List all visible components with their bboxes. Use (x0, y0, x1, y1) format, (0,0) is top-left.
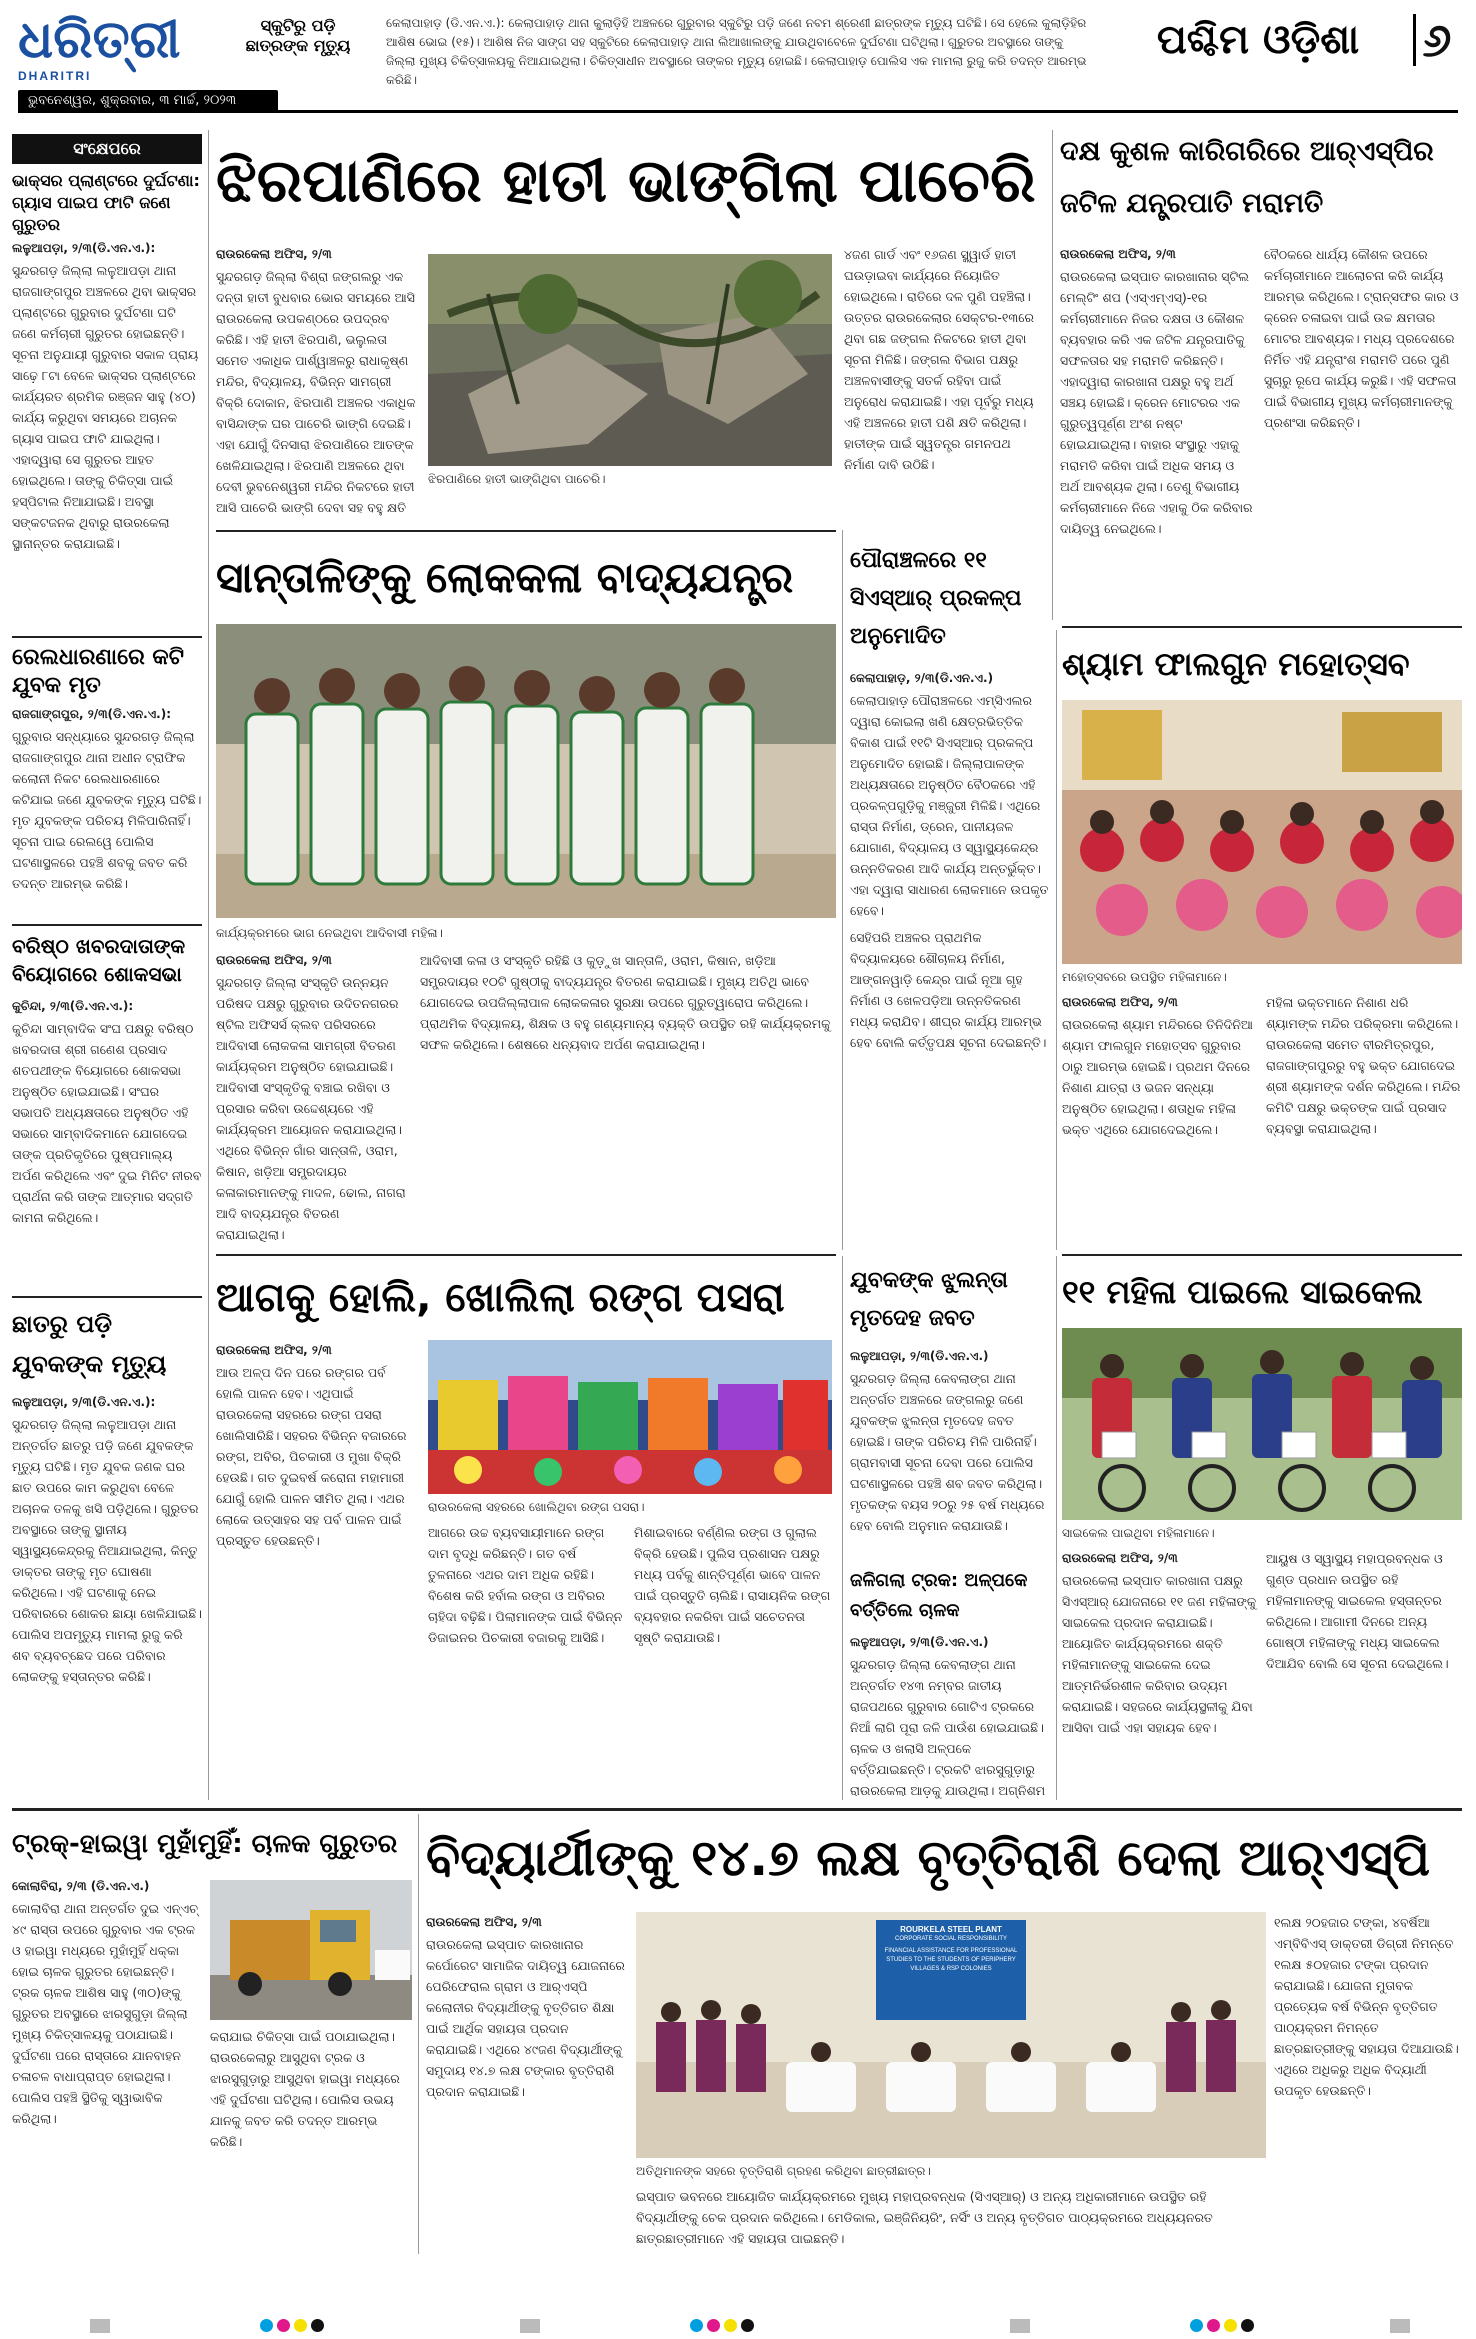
section-title: ପଶ୍ଚିମ ଓଡ଼ିଶା (1156, 17, 1360, 63)
column-rule (1052, 130, 1053, 620)
newspaper-logo[interactable] (18, 10, 218, 90)
black-dot (741, 2319, 754, 2332)
falgun-photo-caption: ମହୋତ୍ସବରେ ଉପସ୍ଥିତ ମହିଳାମାନେ। (1062, 970, 1227, 984)
print-color-marks (1190, 2319, 1254, 2333)
brief-1-headline[interactable]: ଭାକ୍ସର ପ୍ଲାଣ୍ଟରେ ଦୁର୍ଘଟଣା: ଗ୍ୟାସ ପାଇପ ଫାଟି ଜଣେ ଗୁରୁତର (12, 171, 200, 234)
flag-line-2: ଛାତ୍ରଙ୍କ ମୃତ୍ୟୁ (245, 36, 351, 55)
craft-headline[interactable]: ଦକ୍ଷ କୁଶଳ କାରିଗରିରେ ଆର୍‌ଏସ୍‌ପିର ଜଟିଳ ଯନ୍ତ୍ରପାତି ମରାମତି (1060, 136, 1434, 219)
lead-body (216, 244, 416, 516)
black-dot (311, 2319, 324, 2332)
scholarship-photo[interactable] (636, 1912, 1266, 2158)
divider (12, 636, 202, 638)
logo-text: ଧରିତ୍ରୀ (18, 9, 181, 70)
yellow-dot (294, 2319, 307, 2332)
photo-banner-sub: CORPORATE SOCIAL RESPONSIBILITY (894, 1936, 1008, 1942)
color-stall-photo (428, 1340, 832, 1494)
scholarship-body-3: ୧ଲକ୍ଷ ୨୦ହଜାର ଟଙ୍କା, ୪ବର୍ଷିଆ ଏମ୍‌ବିବିଏସ୍ ଡାକ୍ତରୀ ଡିଗ୍ରୀ ନିମନ୍ତେ ୧ଲକ୍ଷ ୫୦ହଜାର ଟଙ୍କା ପ୍ରଦାନ କରାଯାଇଛି। ଯୋଜନା ମୁତାବକ ପ୍ରତ୍ୟେକ ବର୍ଷ ବିଭିନ୍ନ ବୃତ୍ତିଗତ ପାଠ୍ୟକ୍ରମ ନିମନ୍ତେ ଛାତ୍ରଛାତ୍ରୀଙ୍କୁ ସହାୟତା ଦିଆଯାଉଛି। ଏଥିରେ ଅଧିକରୁ ଅଧିକ ବିଦ୍ୟାର୍ଥୀ ଉପକୃତ ହେଉଛନ୍ତି। (1274, 1915, 1459, 2098)
craft-byline: ରାଉରକେଲା ଅଫିସ, ୨/୩ (1060, 247, 1176, 261)
brief-4-body (12, 1392, 202, 1800)
truckcollision-body-cont (12, 2150, 412, 2180)
cycle-photo-caption: ସାଇକେଲ ପାଇଥିବା ମହିଳାମାନେ। (1062, 1526, 1215, 1540)
falgun-photo[interactable] (1062, 700, 1462, 964)
print-mark (90, 2319, 110, 2333)
column-rule (208, 130, 209, 1800)
holi-photo-caption: ରାଉରକେଲା ସହରରେ ଖୋଲିଥିବା ରଙ୍ଗ ପସରା। (428, 1500, 645, 1514)
holi-text: ଆଉ ଅଳ୍ପ ଦିନ ପରେ ରଙ୍ଗର ପର୍ବ ହୋଲି ପାଳନ ହେବ। ଏଥିପାଇଁ ରାଉରକେଲା ସହରରେ ରଙ୍ଗ ପସରା ଖୋଲିସାରିଛି। ସହରର ବିଭିନ୍ନ ବଜାରରେ ରଙ୍ଗ, ଅବିର, ପିଚକାରୀ ଓ ମୁଖା ବିକ୍ରି ହେଉଛି। ଗତ ଦୁଇବର୍ଷ କରୋନା ମହାମାରୀ ଯୋଗୁଁ ହୋଲି ପାଳନ ସୀମିତ ଥିଲା। ଏଥର ଲୋକେ ଉତ୍ସାହର ସହ ପର୍ବ ପାଳନ ପାଇଁ ପ୍ରସ୍ତୁତ ହେଉଛନ୍ତି। (216, 1365, 407, 1548)
brief-1-body (12, 238, 202, 634)
photo-banner-title: ROURKELA STEEL PLANT (900, 1925, 1002, 1934)
yellow-dot (1224, 2319, 1237, 2332)
divider (216, 1254, 836, 1256)
scholarship-byline: ରାଉରକେଲା ଅଫିସ, ୨/୩ (426, 1915, 542, 1929)
truckcollision-headline[interactable]: ଟ୍ରକ୍-ହାଇୱା ମୁହାଁମୁହିଁ: ଚାଳକ ଗୁରୁତର (12, 1829, 398, 1859)
brief-3-text: କୁଚିନ୍ଦା ସାମ୍ବାଦିକ ସଂଘ ପକ୍ଷରୁ ବରିଷ୍ଠ ଖବରଦାତା ଶ୍ରୀ ଗଣେଶ ପ୍ରସାଦ ଶତପଥୀଙ୍କ ବିୟୋଗରେ ଶୋକସଭା ଅନୁଷ୍ଠିତ ହୋଇଯାଇଛି। ସଂଘର ସଭାପତି ଅଧ୍ୟକ୍ଷତାରେ ଅନୁଷ୍ଠିତ ଏହି ସଭାରେ ସାମ୍ବାଦିକମାନେ ଯୋଗଦେଇ ତାଙ୍କ ପ୍ରତିକୃତିରେ ପୁଷ୍ପମାଲ୍ୟ ଅର୍ପଣ କରିଥିଲେ ଏବଂ ଦୁଇ ମିନିଟ ନୀରବ ପ୍ରାର୍ଥନା କରି ତାଙ୍କ ଆତ୍ମାର ସଦ୍‌ଗତି କାମନା କରିଥିଲେ। (12, 1021, 202, 1225)
falgun-text: ରାଉରକେଲା ଶ୍ୟାମ ମନ୍ଦିରରେ ତିନିଦିନିଆ ଶ୍ୟାମ ଫାଲଗୁନ ମହୋତ୍ସବ ଗୁରୁବାର ଠାରୁ ଆରମ୍ଭ ହୋଇଛି। ପ୍ରଥମ ଦିନରେ ନିଶାଣ ଯାତ୍ରା ଓ ଭଜନ ସନ୍ଧ୍ୟା ଅନୁଷ୍ଠିତ ହୋଇଥିଲା। ଶତାଧିକ ମହିଳା ଭକ୍ତ ଏଥିରେ ଯୋଗଦେଇଥିଲେ। (1062, 1017, 1253, 1137)
magenta-dot (1207, 2319, 1220, 2332)
cycle-byline: ରାଉରକେଲା ଅଫିସ, ୨/୩ (1062, 1551, 1178, 1565)
divider (12, 1808, 1462, 1811)
brief-3-byline: କୁଚିନ୍ଦା, ୨/୩(ଡି.ଏନ.ଏ.): (12, 999, 134, 1013)
cyan-dot (690, 2319, 703, 2332)
scholarship-body (426, 1912, 626, 2230)
magenta-dot (707, 2319, 720, 2332)
scholarship-headline[interactable]: ବିଦ୍ୟାର୍ଥୀଙ୍କୁ ୧୪.୭ ଲକ୍ଷ ବୃତ୍ତିରାଶି ଦେଲା ଆର୍‌ଏସ୍‌ପି (426, 1829, 1431, 1887)
hanging-byline: ଲଳୁଆପଡ଼ା, ୨/୩(ଡି.ଏନ.ଏ.) (850, 1349, 989, 1363)
print-color-marks (690, 2319, 754, 2333)
csr-byline: କେଲାପାହାଡ଼, ୨/୩(ଡି.ଏନ.ଏ.) (850, 671, 994, 685)
holi-photo[interactable] (428, 1340, 832, 1494)
brief-1-byline: ଲଳୁଆପଡ଼ା, ୨/୩(ଡି.ଏନ.ଏ.): (12, 241, 156, 255)
page-number: ୬ (1413, 14, 1458, 66)
hanging-text: ସୁନ୍ଦରଗଡ଼ ଜିଲ୍ଲା କେବଲାଙ୍ଗ ଥାନା ଅନ୍ତର୍ଗତ ଅଞ୍ଚଳରେ ଜଙ୍ଗଲରୁ ଜଣେ ଯୁବକଙ୍କ ଝୁଲନ୍ତା ମୃତଦେହ ଜବତ ହୋଇଛି। ତାଙ୍କ ପରିଚୟ ମିଳି ପାରିନାହିଁ। ଗ୍ରାମବାସୀ ସୂଚନା ଦେବା ପରେ ପୋଲିସ ଘଟଣାସ୍ଥଳରେ ପହଞ୍ଚି ଶବ ଜବତ କରିଥିଲା। ମୃତକଙ୍କ ବୟସ ୨୦ରୁ ୨୫ ବର୍ଷ ମଧ୍ୟରେ ହେବ ବୋଲି ଅନୁମାନ କରାଯାଉଛି। (850, 1371, 1045, 1533)
hanging-body (850, 1346, 1050, 1566)
logo-english: DHARITRI (18, 69, 92, 83)
santal-body-2: ଆଦିବାସୀ କଳା ଓ ସଂସ୍କୃତି ରହିଛି ଓ କୁଡ଼ୁଖ ସାନ୍ତାଳି, ଓରାମ, କିଷାନ, ଖଡ଼ିଆ ସମ୍ପ୍ରଦାୟର ୧୦ଟି ଗୁଷ୍ଠୀକୁ ବାଦ୍ୟଯନ୍ତ୍ର ବିତରଣ କରାଯାଇଛି। ମୁଖ୍ୟ ଅତିଥି ଭାବେ ଯୋଗଦେଇ ଉପଜିଲ୍ଲାପାଳ ଲୋକକଳାର ସୁରକ୍ଷା ଉପରେ ଗୁରୁତ୍ୱାରୋପ କରିଥିଲେ। ପ୍ରାଥମିକ ବିଦ୍ୟାଳୟ, ଶିକ୍ଷକ ଓ ବହୁ ଗଣ୍ୟମାନ୍ୟ ବ୍ୟକ୍ତି ଉପସ୍ଥିତ ରହି କାର୍ଯ୍ୟକ୍ରମକୁ ସଫଳ କରିଥିଲେ। ଶେଷରେ ଧନ୍ୟବାଦ ଅର୍ପଣ କରାଯାଇଥିଲା। (420, 953, 831, 1052)
lead-photo[interactable] (428, 254, 832, 466)
dateline: ଭୁବନେଶ୍ୱର, ଶୁକ୍ରବାର, ୩ ମାର୍ଚ୍ଚ, ୨୦୨୩ (18, 90, 278, 112)
broken-wall-photo (428, 254, 832, 466)
csr-text: କେଲାପାହାଡ଼ ପୌରାଞ୍ଚଳରେ ଏମ୍‌ସିଏଲର ଦ୍ୱାରା କୋଇଲା ଖଣି କ୍ଷେତ୍ରଭିତ୍ତିକ ବିକାଶ ପାଇଁ ୧୧ଟି ସିଏସ୍‌ଆର୍ ପ୍ରକଳ୍ପ ଅନୁମୋଦିତ ହୋଇଛି। ଜିଲ୍ଲାପାଳଙ୍କ ଅଧ୍ୟକ୍ଷତାରେ ଅନୁଷ୍ଠିତ ବୈଠକରେ ଏହି ପ୍ରକଳ୍ପଗୁଡ଼ିକୁ ମଞ୍ଜୁରୀ ମିଳିଛି। ଏଥିରେ ରାସ୍ତା ନିର୍ମାଣ, ଡ୍ରେନ, ପାନୀୟଜଳ ଯୋଗାଣ, ବିଦ୍ୟାଳୟ ଓ ସ୍ୱାସ୍ଥ୍ୟକେନ୍ଦ୍ର ଉନ୍ନତିକରଣ ଆଦି କାର୍ଯ୍ୟ ଅନ୍ତର୍ଭୁକ୍ତ। ଏହା ଦ୍ୱାରା ସାଧାରଣ ଲୋକମାନେ ଉପକୃତ ହେବେ। (850, 693, 1049, 918)
truckfire-byline: ଲଳୁଆପଡ଼ା, ୨/୩(ଡି.ଏନ.ଏ.) (850, 1635, 989, 1649)
brief-3-body (12, 996, 202, 1292)
lead-headline[interactable]: ଝିରପାଣିରେ ହାତୀ ଭାଙ୍ଗିଲା ପାଚେରି (216, 146, 1036, 216)
santal-photo[interactable] (216, 624, 836, 918)
flag-story-body: କେଲାପାହାଡ଼ (ଡି.ଏନ.ଏ.): କେଲାପାହାଡ଼ ଥାନା କୁଲାଡ଼ିହି ଅଞ୍ଚଳରେ ଗୁରୁବାର ସ୍କୁଟିରୁ ପଡ଼ି ଜଣେ ନବମ ଶ୍ରେଣୀ ଛାତ୍ରଙ୍କ ମୃତ୍ୟୁ ଘଟିଛି। ସେ ହେଲେ କୁଲାଡ଼ିହିର ଆଶିଷ ଭୋଇ (୧୫)। ଆଶିଷ ନିଜ ସାଙ୍ଗ ସହ ସ୍କୁଟିରେ କେଲାପାହାଡ଼ ଥାନା ଲିଆଖାଲଙ୍କୁ ଯାଉଥିବାବେଳେ ଦୁର୍ଘଟଣା ଘଟିଥିଲା। ଗୁରୁତର ଅବସ୍ଥାରେ ତାଙ୍କୁ ଜିଲ୍ଲା ମୁଖ୍ୟ ଚିକିତ୍ସାଳୟକୁ ନିଆଯାଇଥିଲା। ଚିକିତ୍ସାଧୀନ ଅବସ୍ଥାରେ ତାଙ୍କର ମୃତ୍ୟୁ ହୋଇଛି। କେଲାପାହାଡ଼ ପୋଲିସ ଏକ ମାମଲା ରୁଜୁ କରି ତଦନ୍ତ ଆରମ୍ଭ କରିଛି। (386, 16, 1087, 87)
lead-text: ସୁନ୍ଦରଗଡ଼ ଜିଲ୍ଲା ବିଶ୍ରା ଜଙ୍ଗଲରୁ ଏକ ଦନ୍ତା ହାତୀ ବୁଧବାର ଭୋର ସମୟରେ ଆସି ରାଉରକେଲା ଉପକଣ୍ଠରେ ଉପଦ୍ରବ କରିଛି। ଏହି ହାତୀ ଝିରପାଣି, ଭଲୁଲତା ସମେତ ଏକାଧିକ ପାର୍ଶ୍ୱାଞ୍ଚଳରୁ ରାଧାକୃଷ୍ଣ ମନ୍ଦିର, ବିଦ୍ୟାଳୟ, ବିଭିନ୍ନ ସାମଗ୍ରୀ ବିକ୍ରି ଦୋକାନ, ଝିରପାଣି ଅଞ୍ଚଳର ଏକାଧିକ ବାସିନ୍ଦାଙ୍କ ଘର ପାଚେରି ଭାଙ୍ଗି ଦେଇଛି। ଏହା ଯୋଗୁଁ ଦିନସାରା ଝିରପାଣିରେ ଆତଙ୍କ ଖେଳିଯାଇଥିଲା। ଝିରପାଣି ଅଞ୍ଚଳରେ ଥିବା ଦେବୀ ଭୁବନେଶ୍ୱରୀ ମନ୍ଦିର ନିକଟରେ ହାତୀ ଆସି ପାଚେରି ଭାଙ୍ଗି ଦେବା ସହ ବହୁ କ୍ଷତି (216, 269, 416, 515)
cycle-text: ରାଉରକେଲା ଇସ୍ପାତ କାରଖାନା ପକ୍ଷରୁ ସିଏସ୍‌ଆର୍ ଯୋଜନାରେ ୧୧ ଜଣ ମହିଳାଙ୍କୁ ସାଇକେଲ ପ୍ରଦାନ କରାଯାଇଛି। ଆୟୋଜିତ କାର୍ଯ୍ୟକ୍ରମରେ ଶକ୍ତି ମହିଳାମାନଙ୍କୁ ସାଇକେଲ ଦେଇ ଆତ୍ମନିର୍ଭରଶୀଳ କରିବାର ଉଦ୍ୟମ କରାଯାଇଛି। ସହଜରେ କାର୍ଯ୍ୟସ୍ଥଳୀକୁ ଯିବା ଆସିବା ପାଇଁ ଏହା ସହାୟକ ହେବ। (1062, 1573, 1257, 1735)
divider (1062, 626, 1462, 628)
divider (12, 924, 202, 926)
women-bicycles-photo (1062, 1328, 1462, 1520)
print-color-marks (260, 2319, 324, 2333)
brief-1-text: ସୁନ୍ଦରଗଡ଼ ଜିଲ୍ଲା ଲଳୁଆପଡ଼ା ଥାନା ରାଜଗାଙ୍ଗପୁର ଅଞ୍ଚଳରେ ଥିବା ଭାକ୍ସର ପ୍ଲାଣ୍ଟରେ ଗୁରୁବାର ଦୁର୍ଘଟଣା ଘଟି ଜଣେ କର୍ମଚାରୀ ଗୁରୁତର ହୋଇଛନ୍ତି। ସୂଚନା ଅନୁଯାୟୀ ଗୁରୁବାର ସକାଳ ପ୍ରାୟ ସାଢ଼େ ୮ଟା ବେଳେ ଭାକ୍ସର ପ୍ଲାଣ୍ଟରେ କାର୍ଯ୍ୟରତ ଶ୍ରମିକ ରଞ୍ଜନ ସାହୁ (୪୦) କାର୍ଯ୍ୟ କରୁଥିବା ସମୟରେ ଅଚାନକ ଗ୍ୟାସ ପାଇପ ଫାଟି ଯାଇଥିଲା। ଏହାଦ୍ୱାରା ସେ ଗୁରୁତର ଆହତ ହୋଇଥିଲେ। ତାଙ୍କୁ ଚିକିତ୍ସା ପାଇଁ ହସ୍ପିଟାଲ ନିଆଯାଇଛି। ଅବସ୍ଥା ସଙ୍କଟଜନକ ଥିବାରୁ ରାଉରକେଲା ସ୍ଥାନାନ୍ତର କରାଯାଇଛି। (12, 263, 199, 551)
lead-byline: ରାଉରକେଲା ଅଫିସ, ୨/୩ (216, 247, 332, 261)
festival-crowd-photo (1062, 700, 1462, 964)
csr-text-2: ସେହିପରି ଅଞ୍ଚଳର ପ୍ରାଥମିକ ବିଦ୍ୟାଳୟରେ ଶୌଚାଳୟ ନିର୍ମାଣ, ଆଙ୍ଗନୱାଡ଼ି କେନ୍ଦ୍ର ପାଇଁ ନୂଆ ଗୃହ ନିର୍ମାଣ ଓ ଖେଳପଡ଼ିଆ ଉନ୍ନତିକରଣ ମଧ୍ୟ କରାଯିବ। ଶୀଘ୍ର କାର୍ଯ୍ୟ ଆରମ୍ଭ ହେବ ବୋଲି କର୍ତ୍ତୃପକ୍ଷ ସୂଚନା ଦେଇଛନ୍ତି। (850, 930, 1047, 1050)
holi-body-2: ଆଗରେ ଉଚ୍ଚ ବ୍ୟବସାୟୀମାନେ ରଙ୍ଗ ଦାମ ବୃଦ୍ଧି କରିଛନ୍ତି। ଗତ ବର୍ଷ ତୁଳନାରେ ଏଥର ଦାମ ଅଧିକ ରହିଛି। ବିଶେଷ କରି ହର୍ବାଲ ରଙ୍ଗ ଓ ଅବିରର ଚାହିଦା ବଢ଼ିଛି। ପିଲାମାନଙ୍କ ପାଇଁ ବିଭିନ୍ନ ଡିଜାଇନର ପିଚକାରୀ ବଜାରକୁ ଆସିଛି। (428, 1525, 623, 1645)
briefs-kicker: ସଂକ୍ଷେପରେ (12, 134, 202, 164)
truckcollision-body-2: କରାଯାଇ ଚିକିତ୍ସା ପାଇଁ ପଠାଯାଇଥିଲା। ରାଉରକେଲାରୁ ଆସୁଥିବା ଟ୍ରକ ଓ ଝାରସୁଗୁଡ଼ାରୁ ଆସୁଥିବା ହାଇୱା ମଧ୍ୟରେ ଏହି ଦୁର୍ଘଟଣା ଘଟିଥିଲା। ପୋଲିସ ଉଭୟ ଯାନକୁ ଜବତ କରି ତଦନ୍ତ ଆରମ୍ଭ କରିଛି। (210, 2029, 400, 2148)
falgun-body (1062, 992, 1258, 1246)
scholarship-photo-caption: ଅତିଥିମାନଙ୍କ ସହରେ ବୃତ୍ତିରାଶି ଗ୍ରହଣ କରିଥିବା ଛାତ୍ରୀଛାତ୍ର। (636, 2164, 931, 2178)
truckfire-body (850, 1632, 1050, 1800)
brief-2-text: ଗୁରୁବାର ସନ୍ଧ୍ୟାରେ ସୁନ୍ଦରଗଡ଼ ଜିଲ୍ଲା ରାଜଗାଙ୍ଗପୁର ଥାନା ଅଧୀନ ଟ୍ରାଫିକ କଲୋନୀ ନିକଟ ରେଲଧାରଣାରେ କଟିଯାଇ ଜଣେ ଯୁବକଙ୍କ ମୃତ୍ୟୁ ଘଟିଛି। ମୃତ ଯୁବକଙ୍କ ପରିଚୟ ମିଳିପାରିନାହିଁ। ସୂଚନା ପାଇ ରେଲୱେ ପୋଲିସ ଘଟଣାସ୍ଥଳରେ ପହଞ୍ଚି ଶବକୁ ଜବତ କରି ତଦନ୍ତ ଆରମ୍ଭ କରିଛି। (12, 729, 202, 891)
holi-headline[interactable]: ଆଗକୁ ହୋଲି, ଖୋଲିଲା ରଙ୍ଗ ପସରା (216, 1275, 785, 1321)
brief-2-headline[interactable]: ରେଲଧାରଣାରେ କଟି ଯୁବକ ମୃତ (12, 645, 184, 698)
photo-banner-text: FINANCIAL ASSISTANCE FOR PROFESSIONAL STUDIES TO THE STUDENTS OF PERIPHERY VILLAGES & RSP COLONIES (884, 1948, 1018, 1972)
print-mark (1390, 2319, 1410, 2333)
flag-headline[interactable] (218, 16, 378, 56)
cycle-body-2: ଆୟୁଷ ଓ ସ୍ୱାସ୍ଥ୍ୟ ମହାପ୍ରବନ୍ଧକ ଓ ଗୁଣ୍ଡ ପ୍ରଧାନ ଉପସ୍ଥିତ ରହି ମହିଳାମାନଙ୍କୁ ସାଇକେଲ ହସ୍ତାନ୍ତର କରିଥିଲେ। ଆଗାମୀ ଦିନରେ ଅନ୍ୟ ଗୋଷ୍ଠୀ ମହିଳାଙ୍କୁ ମଧ୍ୟ ସାଇକେଲ ଦିଆଯିବ ବୋଲି ସେ ସୂଚନା ଦେଇଥିଲେ। (1266, 1551, 1449, 1671)
truckfire-text: ସୁନ୍ଦରଗଡ଼ ଜିଲ୍ଲା କେବଲାଙ୍ଗ ଥାନା ଅନ୍ତର୍ଗତ ୧୪୩ ନମ୍ବର ଜାତୀୟ ରାଜପଥରେ ଗୁରୁବାର ଗୋଟିଏ ଟ୍ରକରେ ନିଆଁ ଲାଗି ପୂରା ଜଳି ପାଉଁଶ ହୋଇଯାଇଛି। ଚାଳକ ଓ ଖଲାସି ଅଳ୍ପକେ ବର୍ତ୍ତିଯାଇଛନ୍ତି। ଟ୍ରକଟି ଝାରସୁଗୁଡ଼ାରୁ ରାଉରକେଲା ଆଡ଼କୁ ଯାଉଥିଲା। ଅଗ୍ନିଶମ (850, 1657, 1046, 1798)
brief-3-headline[interactable]: ବରିଷ୍ଠ ଖବରଦାତାଙ୍କ ବିୟୋଗରେ ଶୋକସଭା (12, 934, 186, 986)
truckcollision-body (12, 1876, 202, 2148)
flag-line-1: ସ୍କୁଟିରୁ ପଡ଼ି (260, 16, 336, 35)
magenta-dot (277, 2319, 290, 2332)
brief-4-headline[interactable]: ଛାତରୁ ପଡ଼ି ଯୁବକଙ୍କ ମୃତ୍ୟୁ (12, 1310, 167, 1378)
holi-body-3: ମିଶାଇବାରେ ବର୍ଣ୍ଣିଲ ରଙ୍ଗ ଓ ଗୁଲାଲ ବିକ୍ରି ହେଉଛି। ପୁଲିସ ପ୍ରଶାସନ ପକ୍ଷରୁ ମଧ୍ୟ ପର୍ବକୁ ଶାନ୍ତିପୂର୍ଣ୍ଣ ଭାବେ ପାଳନ ପାଇଁ ପ୍ରସ୍ତୁତି ଚାଲିଛି। ରାସାୟନିକ ରଙ୍ଗ ବ୍ୟବହାର ନକରିବା ପାଇଁ ସଚେତନତା ସୃଷ୍ଟି କରାଯାଉଛି। (634, 1525, 831, 1645)
cyan-dot (260, 2319, 273, 2332)
truckcollision-byline: କୋଲାବିରା, ୨/୩ (ଡି.ଏନ.ଏ.) (12, 1879, 150, 1893)
print-mark (520, 2319, 540, 2333)
brief-4-byline: ଲଳୁଆପଡ଼ା, ୨/୩(ଡି.ଏନ.ଏ.): (12, 1395, 156, 1409)
falgun-byline: ରାଉରକେଲା ଅଫିସ, ୨/୩ (1062, 995, 1178, 1009)
truck-crash-photo (210, 1880, 412, 2020)
cycle-photo[interactable] (1062, 1328, 1462, 1520)
cycle-body (1062, 1548, 1258, 1800)
brief-2-body (12, 704, 202, 920)
csr-body (850, 668, 1050, 1246)
santal-text: ସୁନ୍ଦରଗଡ଼ ଜିଲ୍ଲା ସଂସ୍କୃତି ଉନ୍ନୟନ ପରିଷଦ ପକ୍ଷରୁ ଗୁରୁବାର ଉଦିତନଗରର ଷ୍ଟିଲ ଅଫିସର୍ସ କ୍ଲବ ପରିସରରେ ଆଦିବାସୀ ଲୋକକଳା ସାମଗ୍ରୀ ବିତରଣ କାର୍ଯ୍ୟକ୍ରମ ଅନୁଷ୍ଠିତ ହୋଇଯାଇଛି। ଆଦିବାସୀ ସଂସ୍କୃତିକୁ ବଞ୍ଚାଇ ରଖିବା ଓ ପ୍ରସାର କରିବା ଉଦ୍ଦେଶ୍ୟରେ ଏହି କାର୍ଯ୍ୟକ୍ରମ ଆୟୋଜନ କରାଯାଇଥିଲା। ଏଥିରେ ବିଭିନ୍ନ ଗାଁର ସାନ୍ତାଳି, ଓରାମ, କିଷାନ, ଖଡ଼ିଆ ସମ୍ପ୍ରଦାୟର କଳାକାରମାନଙ୍କୁ ମାଦଳ, ଢୋଲ, ନାଗରା ଆଦି ବାଦ୍ୟଯନ୍ତ୍ର ବିତରଣ କରାଯାଇଥିଲା। (216, 975, 406, 1242)
column-rule (418, 1814, 419, 2254)
scholarship-body-2: ଇସ୍ପାତ ଭବନରେ ଆୟୋଜିତ କାର୍ଯ୍ୟକ୍ରମରେ ମୁଖ୍ୟ ମହାପ୍ରବନ୍ଧକ (ସିଏସ୍‌ଆର୍) ଓ ଅନ୍ୟ ଅଧିକାରୀମାନେ ଉପସ୍ଥିତ ରହି ବିଦ୍ୟାର୍ଥୀଙ୍କୁ ଚେକ ପ୍ରଦାନ କରିଥିଲେ। ମେଡିକାଲ, ଇଞ୍ଜିନିୟରିଂ, ନର୍ସିଂ ଓ ଅନ୍ୟ ବୃତ୍ତିଗତ ପାଠ୍ୟକ୍ରମରେ ଅଧ୍ୟୟନରତ ଛାତ୍ରଛାତ୍ରୀମାନେ ଏହି ସହାୟତା ପାଇଛନ୍ତି। (636, 2189, 1213, 2246)
column-rule (842, 1256, 843, 1800)
yellow-dot (724, 2319, 737, 2332)
craft-body-2: ବୈଠକରେ ଧାର୍ଯ୍ୟ କୌଶଳ ଉପରେ କର୍ମଚାରୀମାନେ ଆଲୋଚନା କରି କାର୍ଯ୍ୟ ଆରମ୍ଭ କରିଥିଲେ। ଟ୍ରାନ୍ସଫର କାର ଓ କ୍ରେନ ଚଳାଇବା ପାଇଁ ଉଚ୍ଚ କ୍ଷମତାର ମୋଟର ଆବଶ୍ୟକ। ମଧ୍ୟ ପ୍ରଦେଶରେ ନିର୍ମିତ ଏହି ଯନ୍ତ୍ରାଂଶ ମରାମତି ପରେ ପୁଣି ସୁଚାରୁ ରୂପେ କାର୍ଯ୍ୟ କରୁଛି। ଏହି ସଫଳତା ପାଇଁ ବିଭାଗୀୟ ମୁଖ୍ୟ କର୍ମଚାରୀମାନଙ୍କୁ ପ୍ରଶଂସା କରିଛନ୍ତି। (1264, 247, 1459, 430)
photo-banner (876, 1920, 1026, 2020)
truckcollision-photo[interactable] (210, 1880, 412, 2020)
santal-byline: ରାଉରକେଲା ଅଫିସ, ୨/୩ (216, 953, 332, 967)
lead-photo-caption: ଝିରପାଣିରେ ହାତୀ ଭାଙ୍ଗିଥିବା ପାଚେରି। (428, 472, 606, 486)
lead-body-2: ୪ଜଣ ଗାର୍ଡ ଏବଂ ୧୬ଜଣ ସ୍କ୍ୱାର୍ଡ ହାତୀ ଘଉଡ଼ାଇବା କାର୍ଯ୍ୟରେ ନିୟୋଜିତ ହୋଇଥିଲେ। ରାତିରେ ଦଳ ପୁଣି ପହଞ୍ଚିଲା। ଉତ୍ତର ରାଉରକେଲାର ସେକ୍ଟର-୧୩ରେ ଥିବା ଗଛ ଜଙ୍ଗଲ ନିକଟରେ ହାତୀ ଥିବା ସୂଚନା ମିଳିଛି। ଜଙ୍ଗଲ ବିଭାଗ ପକ୍ଷରୁ ଅଞ୍ଚଳବାସୀଙ୍କୁ ସତର୍କ ରହିବା ପାଇଁ ଅନୁରୋଧ କରାଯାଇଛି। ଏହା ପୂର୍ବରୁ ମଧ୍ୟ ଏହି ଅଞ୍ଚଳରେ ହାତୀ ପଶି କ୍ଷତି କରିଥିଲା। ହାତୀଙ୍କ ପାଇଁ ସ୍ୱତନ୍ତ୍ର ଗମନପଥ ନିର୍ମାଣ ଦାବି ଉଠିଛି। (844, 247, 1034, 472)
craft-body (1060, 244, 1256, 616)
hanging-headline[interactable]: ଯୁବକଙ୍କ ଝୁଲନ୍ତା ମୃତଦେହ ଜବତ (850, 1268, 1008, 1331)
holi-body (216, 1340, 412, 1800)
cyan-dot (1190, 2319, 1203, 2332)
column-rule (1056, 630, 1057, 1250)
csr-headline[interactable]: ପୌରାଞ୍ଚଳରେ ୧୧ ସିଏସ୍‌ଆର୍ ପ୍ରକଳ୍ପ ଅନୁମୋଦିତ (850, 548, 1022, 649)
craft-text: ରାଉରକେଲା ଇସ୍ପାତ କାରଖାନାର ସ୍ଟିଲ ମେଲ୍ଟିଂ ଶପ (ଏସ୍‌ଏମ୍‌ଏସ୍‌)-୧ର କର୍ମଚାରୀମାନେ ନିଜର ଦକ୍ଷତା ଓ କୌଶଳ ବ୍ୟବହାର କରି ଏକ ଜଟିଳ ଯନ୍ତ୍ରପାତିକୁ ସଫଳତାର ସହ ମରାମତି କରିଛନ୍ତି। ଏହାଦ୍ୱାରା କାରଖାନା ପକ୍ଷରୁ ବହୁ ଅର୍ଥ ସଞ୍ଚୟ ହୋଇଛି। କ୍ରେନ ମୋଟରର ଏକ ଗୁରୁତ୍ୱପୂର୍ଣ୍ଣ ଅଂଶ ନଷ୍ଟ ହୋଇଯାଇଥିଲା। ବାହାର ସଂସ୍ଥାରୁ ଏହାକୁ ମରାମତି କରିବା ପାଇଁ ଅଧିକ ସମୟ ଓ ଅର୍ଥ ଆବଶ୍ୟକ ଥିଲା। ତେଣୁ ବିଭାଗୀୟ କର୍ମଚାରୀମାନେ ନିଜେ ଏହାକୁ ଠିକ କରିବାର ଦାୟିତ୍ୱ ନେଇଥିଲେ। (1060, 269, 1253, 536)
tribal-women-photo (216, 624, 836, 918)
divider (1062, 1254, 1462, 1256)
truckfire-headline[interactable]: ଜଳିଗଲା ଟ୍ରକ: ଅଳ୍ପକେ ବର୍ତ୍ତିଲେ ଚାଳକ (850, 1570, 1028, 1621)
scholarship-text: ରାଉରକେଲା ଇସ୍ପାତ କାରଖାନାର କର୍ପୋରେଟ ସାମାଜିକ ଦାୟିତ୍ୱ ଯୋଜନାରେ ପେରିଫେରାଲ ଗ୍ରାମ ଓ ଆର୍‌ଏସ୍‌ପି କଲୋନୀର ବିଦ୍ୟାର୍ଥୀଙ୍କୁ ବୃତ୍ତିଗତ ଶିକ୍ଷା ପାଇଁ ଆର୍ଥିକ ସହାୟତା ପ୍ରଦାନ କରାଯାଇଛି। ଏଥିରେ ୪୯ଜଣ ବିଦ୍ୟାର୍ଥୀଙ୍କୁ ସମୁଦାୟ ୧୪.୭ ଲକ୍ଷ ଟଙ୍କାର ବୃତ୍ତିରାଶି ପ୍ରଦାନ କରାଯାଇଛି। (426, 1937, 625, 2099)
lead-body-cont (428, 494, 832, 534)
truckcollision-text: କୋଲାବିରା ଥାନା ଅନ୍ତର୍ଗତ ଦୁଇ ଏନ୍‌ଏଚ୍ ୪୯ ରାସ୍ତା ଉପରେ ଗୁରୁବାର ଏକ ଟ୍ରକ ଓ ହାଇୱା ମଧ୍ୟରେ ମୁହାଁମୁହିଁ ଧକ୍କା ହୋଇ ଚାଳକ ଗୁରୁତର ହୋଇଛନ୍ତି। ଟ୍ରକ ଚାଳକ ଆଶିଷ ସାହୁ (୩୦)ଙ୍କୁ ଗୁରୁତର ଅବସ୍ଥାରେ ଝାରସୁଗୁଡ଼ା ଜିଲ୍ଲା ମୁଖ୍ୟ ଚିକିତ୍ସାଳୟକୁ ପଠାଯାଇଛି। ଦୁର୍ଘଟଣା ପରେ ରାସ୍ତାରେ ଯାନବାହନ ଚଳାଚଳ ବାଧାପ୍ରାପ୍ତ ହୋଇଥିଲା। ପୋଲିସ ପହଞ୍ଚି ସ୍ଥିତିକୁ ସ୍ୱାଭାବିକ କରିଥିଲା। (12, 1901, 199, 2126)
divider (216, 530, 836, 532)
column-rule (842, 530, 843, 1250)
masthead (18, 10, 1458, 108)
santal-headline[interactable]: ସାନ୍ତାଳିଙ୍କୁ ଲୋକକଳା ବାଦ୍ୟଯନ୍ତ୍ର (216, 553, 794, 602)
cycle-headline[interactable]: ୧୧ ମହିଳା ପାଇଲେ ସାଇକେଲ (1062, 1273, 1423, 1311)
santal-body (216, 950, 412, 1246)
holi-byline: ରାଉରକେଲା ଅଫିସ, ୨/୩ (216, 1343, 332, 1357)
falgun-headline[interactable]: ଶ୍ୟାମ ଫାଲଗୁନ ମହୋତ୍ସବ (1062, 645, 1410, 683)
masthead-rule (18, 110, 1458, 113)
column-rule (1056, 1256, 1057, 1800)
print-mark (1010, 2319, 1030, 2333)
brief-2-byline: ରାଜଗାଙ୍ଗପୁର, ୨/୩(ଡି.ଏନ.ଏ.): (12, 707, 172, 721)
falgun-body-2: ମହିଳା ଭକ୍ତମାନେ ନିଶାଣ ଧରି ଶ୍ୟାମଙ୍କ ମନ୍ଦିର ପରିକ୍ରମା କରିଥିଲେ। ରାଉରକେଲା ସମେତ ବୀରମିତ୍ରପୁର, ରାଜଗାଙ୍ଗପୁରରୁ ବହୁ ଭକ୍ତ ଯୋଗଦେଇ ଶ୍ରୀ ଶ୍ୟାମଙ୍କ ଦର୍ଶନ କରିଥିଲେ। ମନ୍ଦିର କମିଟି ପକ୍ଷରୁ ଭକ୍ତଙ୍କ ପାଇଁ ପ୍ରସାଦ ବ୍ୟବସ୍ଥା କରାଯାଇଥିଲା। (1266, 995, 1461, 1136)
santal-photo-caption: କାର୍ଯ୍ୟକ୍ରମରେ ଭାଗ ନେଇଥିବା ଆଦିବାସୀ ମହିଳା। (216, 926, 443, 940)
divider (12, 1296, 202, 1298)
black-dot (1241, 2319, 1254, 2332)
brief-4-text: ସୁନ୍ଦରଗଡ଼ ଜିଲ୍ଲା ଲଳୁଆପଡ଼ା ଥାନା ଅନ୍ତର୍ଗତ ଛାତରୁ ପଡ଼ି ଜଣେ ଯୁବକଙ୍କ ମୃତ୍ୟୁ ଘଟିଛି। ମୃତ ଯୁବକ ଜଣକ ଘର ଛାତ ଉପରେ କାମ କରୁଥିବା ବେଳେ ଅଚାନକ ତଳକୁ ଖସି ପଡ଼ିଥିଲେ। ଗୁରୁତର ଅବସ୍ଥାରେ ତାଙ୍କୁ ସ୍ଥାନୀୟ ସ୍ୱାସ୍ଥ୍ୟକେନ୍ଦ୍ରକୁ ନିଆଯାଇଥିଲା, କିନ୍ତୁ ଡାକ୍ତର ତାଙ୍କୁ ମୃତ ଘୋଷଣା କରିଥିଲେ। ଏହି ଘଟଣାକୁ ନେଇ ପରିବାରରେ ଶୋକର ଛାୟା ଖେଳିଯାଇଛି। ପୋଲିସ ଅପମୃତ୍ୟୁ ମାମଲା ରୁଜୁ କରି ଶବ ବ୍ୟବଚ୍ଛେଦ ପରେ ପରିବାର ଲୋକଙ୍କୁ ହସ୍ତାନ୍ତର କରିଛି। (12, 1417, 202, 1684)
